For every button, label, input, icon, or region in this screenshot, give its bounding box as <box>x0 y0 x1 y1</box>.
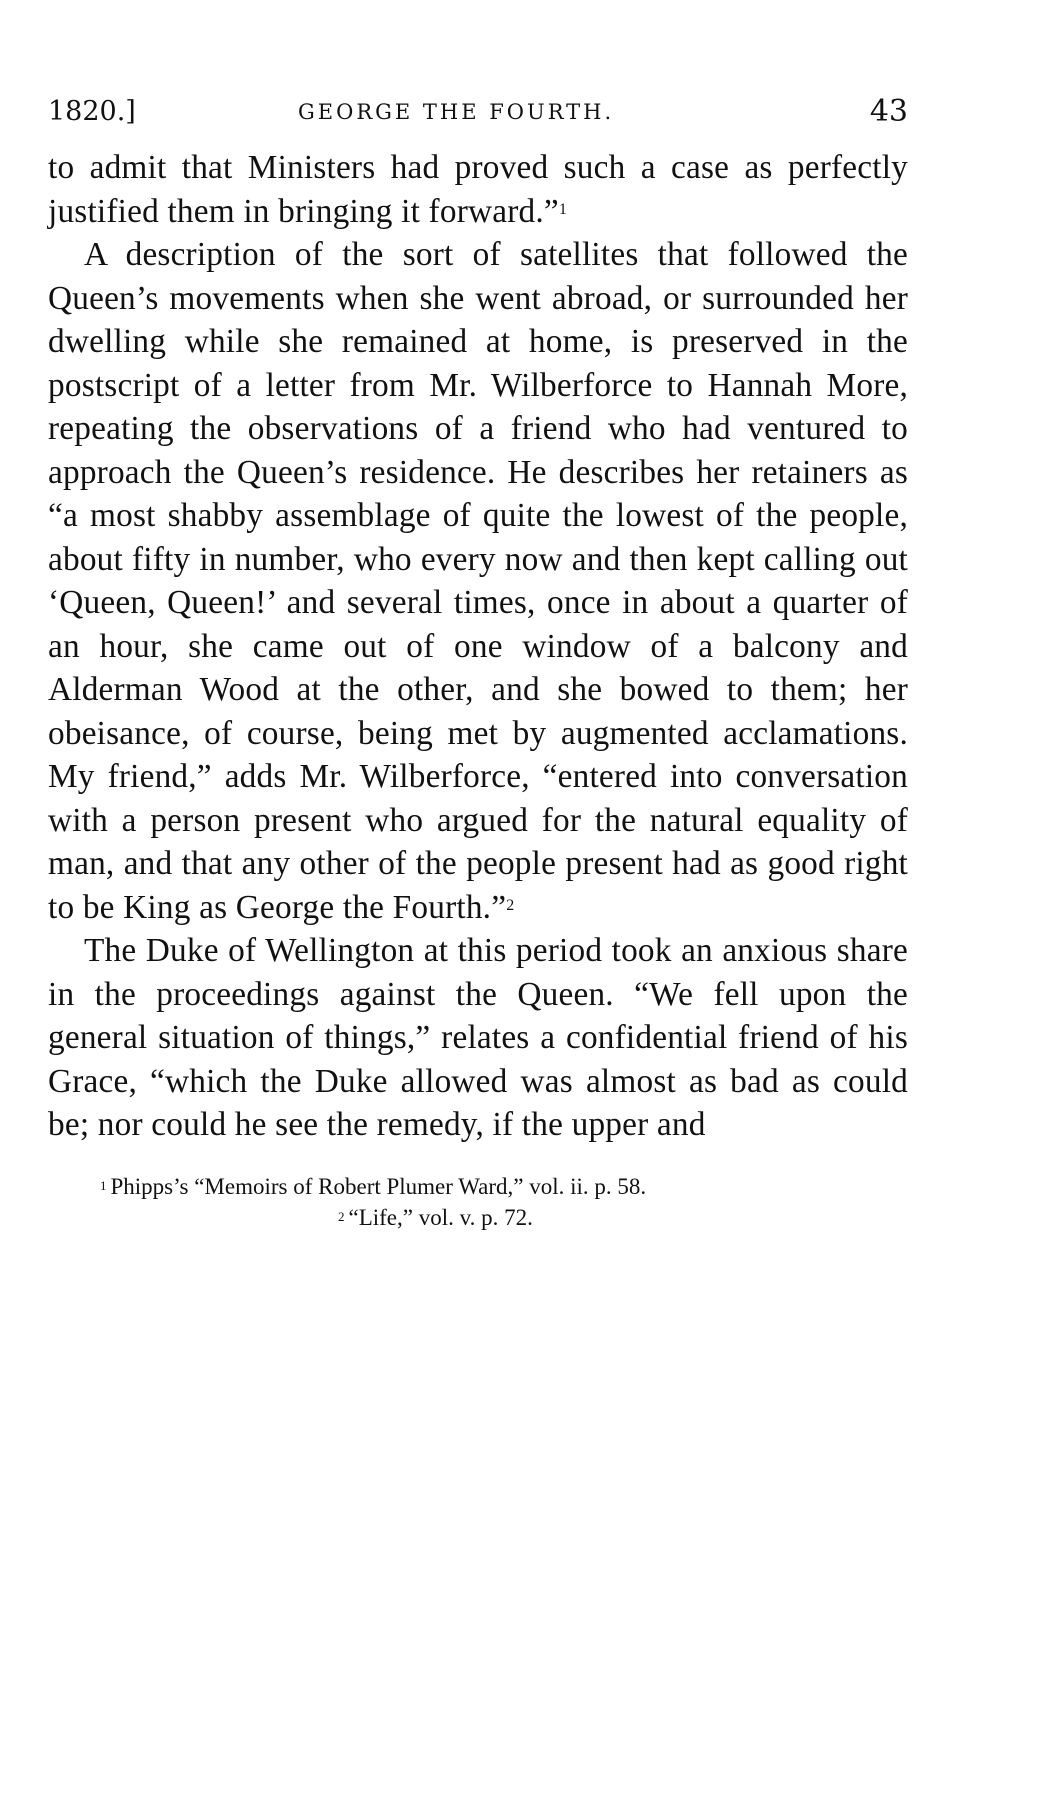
footnote-ref-2: 2 <box>506 896 515 914</box>
footnote-1-mark: 1 <box>100 1177 107 1193</box>
footnote-2-mark: 2 <box>338 1208 345 1224</box>
running-head <box>48 92 908 132</box>
footnotes <box>48 1171 908 1233</box>
paragraph-1 <box>48 146 908 233</box>
paragraph-3 <box>48 929 908 1147</box>
running-head-date: 1820.] <box>48 96 136 127</box>
paragraph-2-text: A description of the sort of satellites that followed the Queen’s movements when she went abroad, or surrounded her dwelling while she remained at home, is preserved in the postscript of a letter from Mr. Wilberforce to Hannah More, repeating the observations of a friend who had ventured to approach the Queen’s residence. He describes her retainers as “a most shabby assemblage of quite the lowest of the people, about fifty in number, who every now and then kept calling out ‘Queen, Queen!’ and several times, once in about a quarter of an hour, she came out of one window of a balcony and Alderman Wood at the other, and she bowed to them; her obeisance, of course, being met by augmented acclamations. My friend,” adds Mr. Wilberforce, “entered into conversation with a person present who argued for the natural equality of man, and that any other of the people present had as good right to be King as George the Fourth.” <box>48 236 908 926</box>
footnote-1 <box>48 1171 908 1202</box>
footnote-2-text: “Life,” vol. v. p. 72. <box>348 1204 533 1230</box>
paragraph-2 <box>48 233 908 929</box>
page-number: 43 <box>869 94 908 129</box>
footnote-ref-1: 1 <box>558 200 568 218</box>
paragraph-3-text: The Duke of Wellington at this period took an anxious share in the proceedings against the Queen. “We fell upon the general situation of things,” relates a confidential friend of his Grace, “which the Duke allowed was almost as bad as could be; nor could he see the remedy, if the upper and <box>48 932 908 1143</box>
footnote-2 <box>48 1202 908 1233</box>
body-text <box>48 146 908 1147</box>
paragraph-1-text: to admit that Ministers had proved such a case as perfectly justified them in bringing it forward.” <box>48 149 908 230</box>
running-head-title: GEORGE THE FOURTH. <box>298 100 615 124</box>
book-page <box>48 92 908 1233</box>
footnote-1-text: Phipps’s “Memoirs of Robert Plumer Ward,” vol. ii. p. 58. <box>110 1173 647 1199</box>
